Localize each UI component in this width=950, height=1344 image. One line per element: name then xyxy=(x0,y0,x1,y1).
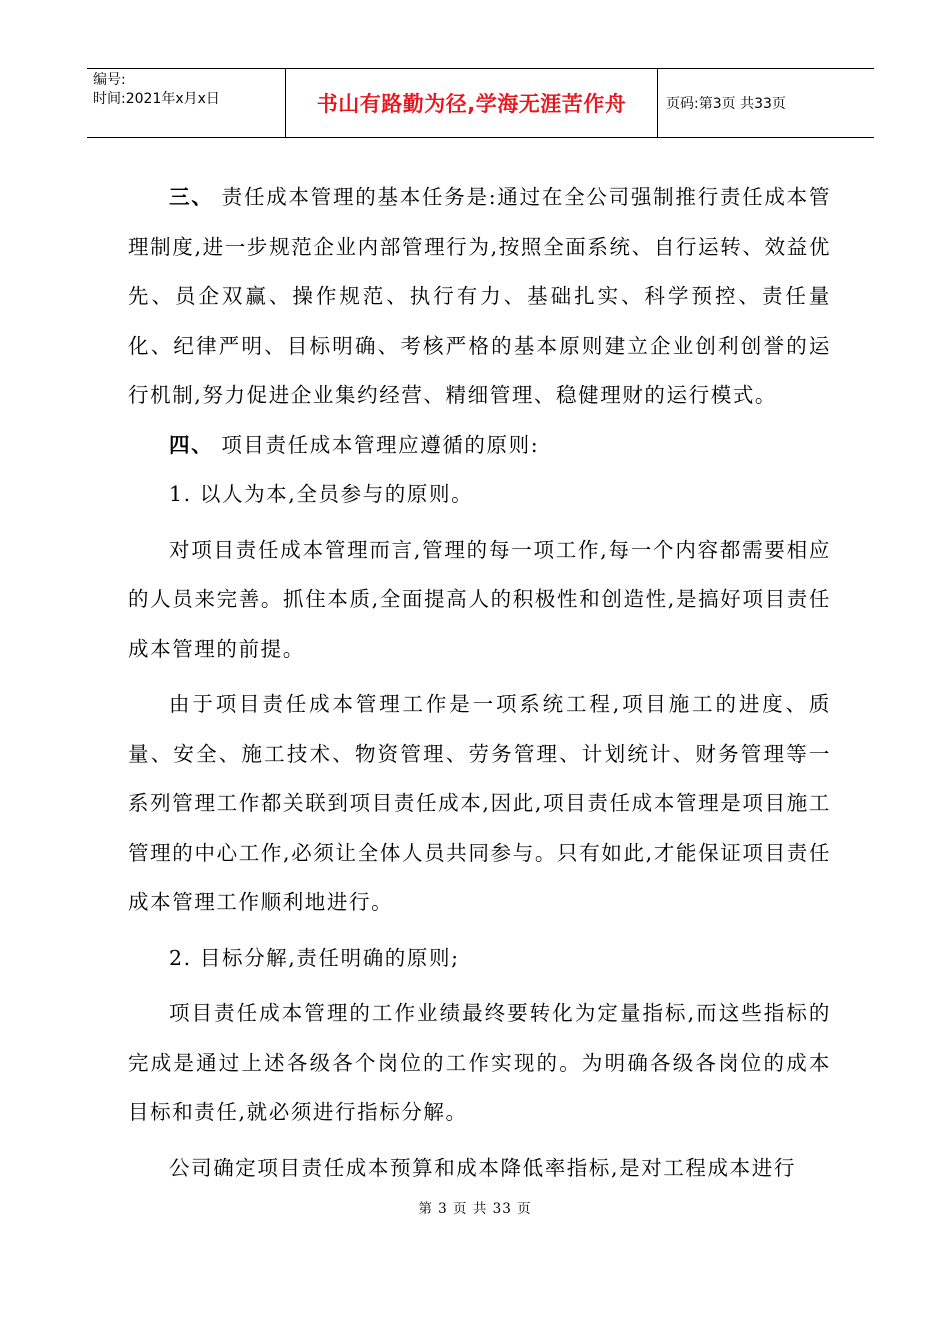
header-table xyxy=(87,68,874,138)
header-left-cell xyxy=(87,69,285,137)
page-footer: 第 3 页 共 33 页 xyxy=(418,1201,532,1217)
document-number-label: 编号: xyxy=(93,72,126,88)
paragraph: 由于项目责任成本管理工作是一项系统工程,项目施工的进度、质量、安全、施工技术、物资管理、劳务管理、计划统计、财务管理等一系列管理工作都关联到项目责任成本,因此,项目责任成本管理是项目施工管理的中心工作,必须让全体人员共同参与。只有如此,才能保证项目责任成本管理工作顺利地进行。 xyxy=(128,692,831,914)
principle-2-title: 2. 目标分解,责任明确的原则; xyxy=(169,945,460,970)
header-page-info: 页码:第3页 共33页 xyxy=(666,96,786,112)
document-body xyxy=(128,173,831,1193)
paragraph-basic-tasks xyxy=(128,173,831,421)
document-date: 时间:2021年x月x日 xyxy=(93,91,220,107)
paragraph: 项目责任成本管理的工作业绩最终要转化为定量指标,而这些指标的完成是通过上述各级各个岗位的工作实现的。为明确各级各岗位的成本目标和责任,就必须进行指标分解。 xyxy=(128,1001,831,1124)
section-number-four: 四、 xyxy=(169,432,214,457)
paragraph-text: 责任成本管理的基本任务是:通过在全公司强制推行责任成本管理制度,进一步规范企业内部管理行为,按照全面系统、自行运转、效益优先、员企双赢、操作规范、执行有力、基础扎实、科学预控、责任量化、纪律严明、目标明确、考核严格的基本原则建立企业创利创誉的运行机制,努力促进企业集约经营、精细管理、稳健理财的运行模式。 xyxy=(128,185,831,407)
principle-1-title: 1. 以人为本,全员参与的原则。 xyxy=(169,482,474,506)
paragraph: 对项目责任成本管理而言,管理的每一项工作,每一个内容都需要相应的人员来完善。抓住本质,全面提高人的积极性和创造性,是搞好项目责任成本管理的前提。 xyxy=(128,537,831,661)
section-number-three: 三、 xyxy=(169,185,214,209)
paragraph-principles-heading xyxy=(128,421,831,471)
paragraph: 公司确定项目责任成本预算和成本降低率指标,是对工程成本进行 xyxy=(169,1155,796,1180)
header-motto: 书山有路勤为径,学海无涯苦作舟 xyxy=(285,69,658,137)
paragraph-text: 项目责任成本管理应遵循的原则: xyxy=(213,432,540,457)
